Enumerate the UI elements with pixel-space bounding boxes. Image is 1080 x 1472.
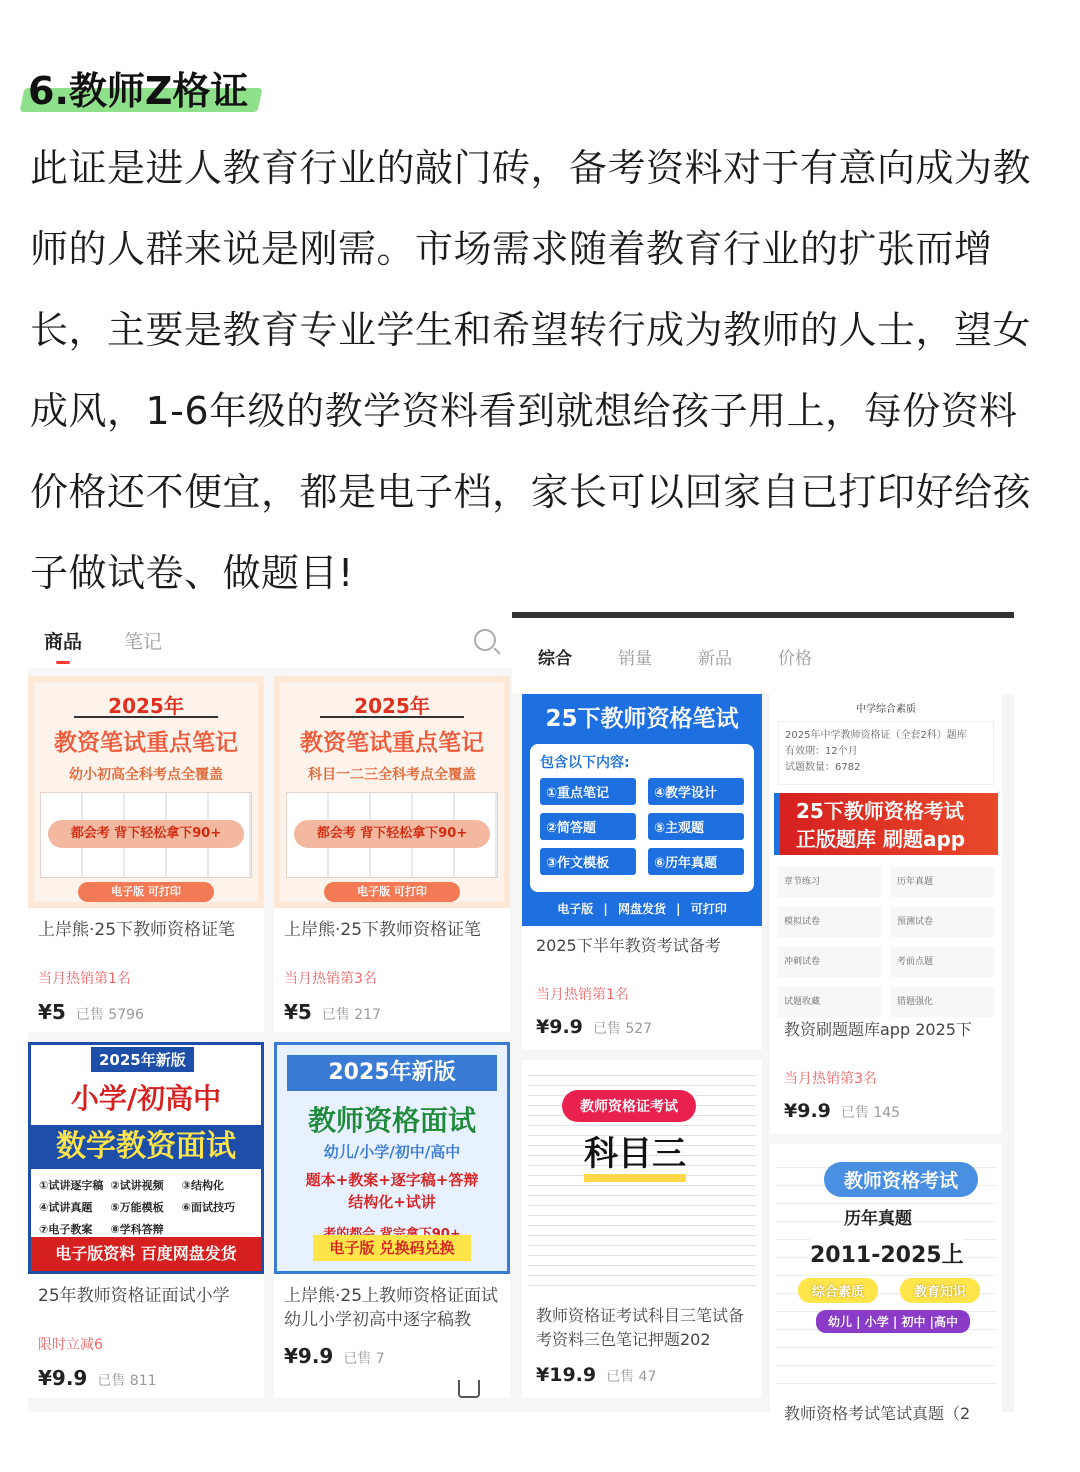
thumb-item: ④试讲真题	[39, 1201, 93, 1214]
thumb-banner: 25下教师资格考试 正版题库 刷题app	[774, 793, 998, 855]
thumb-item: ⑤万能模板	[110, 1201, 164, 1214]
thumb-item: ①试讲逐字稿	[39, 1179, 104, 1192]
thumb-grid-item: 预测试卷	[891, 907, 994, 937]
thumb-item: ⑧学科答辩	[110, 1223, 164, 1236]
product-title: 教师资格考试笔试真题（2	[784, 1404, 971, 1423]
thumb-bottom-tag: 电子版 可打印	[324, 882, 460, 902]
sort-tab-bar	[512, 618, 1014, 694]
product-sold: 已售 5796	[75, 1007, 144, 1023]
product-price: ¥9.9	[284, 1344, 334, 1368]
thumb-big-title: 科目三	[584, 1134, 686, 1182]
thumb-grid-item: 考前点题	[891, 947, 994, 977]
product-price: ¥9.9	[536, 1016, 583, 1038]
thumb-bar: 电子版 兑换码兑换	[313, 1235, 471, 1261]
thumb-subtitle: 科目一二三全科考点全覆盖	[308, 767, 476, 783]
thumb-item: ②简答题	[540, 813, 636, 840]
product-title: 上岸熊·25上教师资格证面试幼儿小学初高中逐字稿教	[284, 1286, 499, 1330]
product-price: ¥9.9	[38, 1366, 88, 1390]
product-subtag: 当月热销第3名	[284, 971, 377, 987]
thumb-pill: 幼儿 | 小学 | 初中 |高中	[816, 1310, 970, 1333]
thumb-item: ⑤主观题	[648, 813, 744, 840]
product-title: 上岸熊·25下教师资格证笔	[284, 920, 482, 940]
product-sold: 已售 7	[343, 1351, 385, 1367]
thumb-item: ⑦电子教案	[39, 1223, 93, 1236]
thumb-item: ⑥历年真题	[648, 848, 744, 875]
product-price: ¥5	[38, 1000, 66, 1024]
thumb-title: 25下教师资格笔试	[545, 706, 739, 732]
thumb-line1: 教师资格面试	[307, 1104, 476, 1137]
product-card[interactable]	[274, 676, 510, 1032]
thumb-grid-item: 试题收藏	[778, 987, 881, 1017]
thumb-tag: 2025年新版	[287, 1055, 497, 1091]
thumb-row: 2025年中学教师资格证（全套2科）题库	[785, 730, 967, 741]
product-card[interactable]	[770, 1144, 1002, 1462]
product-thumbnail	[522, 694, 762, 926]
product-title: 教师资格证考试科目三笔试备考资料三色笔记押题202	[536, 1306, 745, 1349]
product-sold: 已售 47	[606, 1369, 657, 1385]
search-icon[interactable]	[474, 629, 496, 651]
tab-overall[interactable]: 综合	[538, 648, 572, 669]
body-paragraph: 此证是进人教育行业的敲门砖，备考资料对于有意向成为教师的人群来说是刚需。市场需求随着教育行业的扩张而增长，主要是教育专业学生和希望转行成为教师的人士，望女成风，1-6年级的教学资料看到就想给孩子用上，每份资料价格还不便宜，都是电子档，家长可以回家自已打印好给孩子做试卷、做题目!	[30, 146, 1032, 595]
product-price: ¥5	[284, 1000, 312, 1024]
product-card[interactable]	[28, 676, 264, 1032]
product-title: 25年教师资格证面试小学	[38, 1286, 230, 1306]
product-sold: 已售 527	[592, 1021, 653, 1037]
product-thumbnail	[28, 676, 264, 908]
product-thumbnail	[770, 694, 1002, 1010]
tab-new[interactable]: 新品	[698, 648, 732, 669]
thumb-pill: 都会考 背下轻松拿下90+	[48, 820, 244, 848]
product-subtag: 限时立减6	[38, 1337, 103, 1353]
thumb-grid-item: 历年真题	[891, 867, 994, 897]
thumb-items	[39, 1177, 253, 1237]
cart-icon[interactable]	[458, 1380, 480, 1398]
left-app-screenshot	[28, 612, 512, 1412]
thumb-item: ⑥面试技巧	[181, 1201, 235, 1214]
thumb-pill: 教育知识	[900, 1278, 980, 1303]
thumb-pill: 教师资格考试	[824, 1162, 978, 1197]
thumb-grid-item: 冲刺试卷	[778, 947, 881, 977]
product-sold: 已售 811	[97, 1373, 157, 1389]
thumb-pill: 综合素质	[798, 1278, 878, 1303]
thumb-row: 有效期：12个月	[785, 746, 858, 757]
section-heading: 6.教师Z格证	[28, 69, 249, 113]
product-subtag: 当月热销第1名	[38, 971, 131, 987]
thumb-item: ③作文模板	[540, 848, 636, 875]
product-sold: 已售 145	[840, 1105, 901, 1121]
thumb-item: ①重点笔记	[540, 778, 636, 805]
product-sold: 已售 217	[321, 1007, 382, 1023]
product-price: ¥9.9	[784, 1100, 831, 1122]
thumb-title: 教资笔试重点笔记	[54, 730, 238, 756]
thumb-item: ③结构化	[181, 1179, 224, 1192]
product-subtag: 当月热销第3名	[784, 1071, 877, 1087]
product-card[interactable]	[522, 694, 762, 1050]
thumb-year: 2025年	[74, 690, 218, 718]
product-card[interactable]	[28, 1042, 264, 1398]
thumb-line1: 小学/初高中	[70, 1082, 222, 1115]
thumb-badge: 教师资格证考试	[562, 1090, 696, 1122]
product-price: ¥19.9	[536, 1364, 597, 1386]
thumb-item: ④教学设计	[648, 778, 744, 805]
product-thumbnail	[770, 1144, 1002, 1394]
product-thumbnail	[522, 1060, 762, 1296]
thumb-rows	[778, 721, 994, 785]
thumb-pill: 都会考 背下轻松拿下90+	[294, 820, 490, 848]
thumb-item: ②试讲视频	[110, 1179, 164, 1192]
thumb-tag: 2025年新版	[91, 1047, 194, 1072]
thumb-year: 2025年	[320, 690, 464, 718]
thumb-line3: 题本+教案+逐字稿+答辩 结构化+试讲	[305, 1171, 479, 1211]
tab-notes[interactable]: 笔记	[124, 630, 163, 653]
thumb-footer: 电子版 | 网盘发货 | 可打印	[557, 902, 727, 916]
tab-sales[interactable]: 销量	[618, 648, 652, 669]
right-app-screenshot	[512, 612, 1014, 1423]
thumb-header: 中学综合素质	[856, 704, 916, 715]
tab-price[interactable]: 价格	[778, 648, 812, 669]
product-thumbnail	[274, 676, 510, 908]
thumb-subtitle: 幼小初高全科考点全覆盖	[69, 767, 223, 783]
product-title: 教资刷题题库app 2025下	[784, 1020, 972, 1039]
product-card[interactable]	[274, 1042, 510, 1398]
product-thumbnail	[274, 1042, 510, 1274]
product-title: 上岸熊·25下教师资格证笔	[38, 920, 236, 940]
left-tab-bar	[28, 612, 512, 668]
thumb-grid-item: 章节练习	[778, 867, 881, 897]
product-card[interactable]	[522, 1060, 762, 1398]
product-title: 2025下半年教资考试备考	[536, 936, 721, 955]
tab-goods[interactable]: 商品	[44, 627, 82, 654]
thumb-title: 教资笔试重点笔记	[300, 730, 484, 756]
thumb-line2: 幼儿/小学/初中/高中	[323, 1143, 461, 1161]
thumb-grid-item: 错题强化	[891, 987, 994, 1017]
thumb-bottom-tag: 电子版 可打印	[78, 882, 214, 902]
product-thumbnail	[28, 1042, 264, 1274]
thumb-title: 历年真题	[844, 1204, 912, 1229]
product-card[interactable]	[770, 694, 1002, 1134]
thumb-years: 2011-2025上	[810, 1238, 964, 1269]
product-subtag: 当月热销第1名	[536, 987, 629, 1003]
thumb-row: 试题数量：6782	[785, 762, 861, 773]
thumb-grid-item: 模拟试卷	[778, 907, 881, 937]
thumb-line2: 数学教资面试	[31, 1125, 261, 1169]
thumb-caption: 包含以下内容:	[540, 755, 630, 771]
section-heading-wrap	[22, 62, 248, 120]
thumb-bar: 电子版资料 百度网盘发货	[31, 1237, 261, 1271]
